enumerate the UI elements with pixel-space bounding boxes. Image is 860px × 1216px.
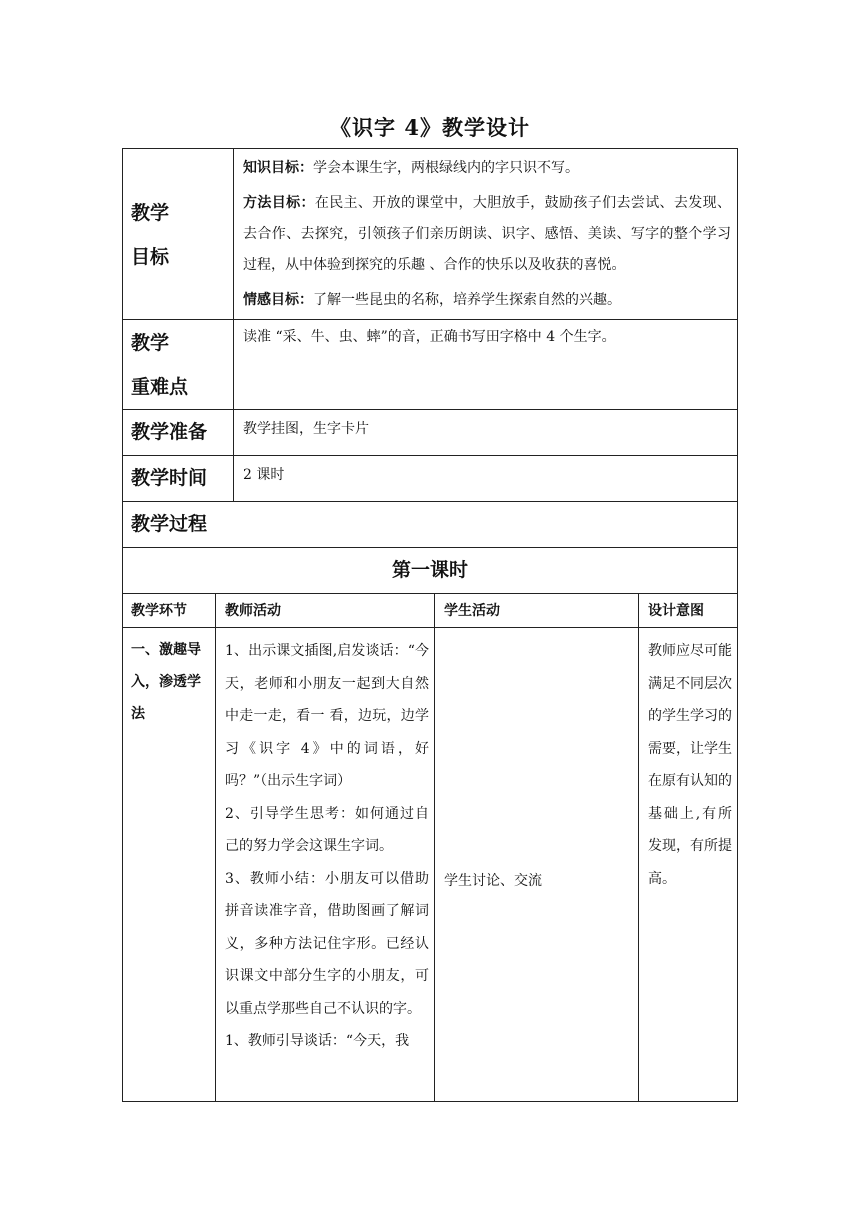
emotion-goal-text: 了解一些昆虫的名称，培养学生探索自然的兴趣。 <box>313 292 621 308</box>
document-title: 《识字 4》教学设计 <box>330 115 530 140</box>
key-points-label <box>131 321 188 409</box>
goals-label <box>131 191 169 279</box>
column-divider <box>233 149 234 501</box>
header-teacher: 教师活动 <box>225 603 281 619</box>
stage-cell: 一、激趣导入，渗透学法 <box>131 642 201 722</box>
row-divider <box>123 409 737 410</box>
teacher-step: 3、教师小结：小朋友可以借助拼音读准字音，借助图画了解词义，多种方法记住字形。已经认识课文中部分生字的小朋友，可以重点学那些自己不认识的字。 <box>225 870 429 1017</box>
header-student: 学生活动 <box>444 603 500 619</box>
knowledge-goal-text: 学会本课生字，两根绿线内的字只识不写。 <box>313 160 579 176</box>
teacher-step: 1、出示课文插图,启发谈话：“今天，老师和小朋友一起到大自然中走一走，看一 看，边玩，边学习《识字 4》中的词语，好吗？”（出示生字词） <box>225 643 429 789</box>
knowledge-goal <box>243 153 731 184</box>
lesson-heading: 第一课时 <box>391 559 468 581</box>
header-intent: 设计意图 <box>648 603 704 619</box>
method-goal <box>243 188 731 281</box>
teacher-step: 2、引导学生思考：如何通过自己的努力学会这课生字词。 <box>225 805 429 854</box>
method-goal-text: 在民主、开放的课堂中，大胆放手，鼓励孩子们去尝试、去发现、去合作、去探究，引领孩子们亲历朗读、识字、感悟、美读、写字的整个学习过程，从中体验到探究的乐趣 、合作的快乐以及收获的喜悦。 <box>243 195 732 273</box>
time-label: 教学时间 <box>131 467 208 489</box>
goals-label-line2: 目标 <box>131 246 170 268</box>
key-points-label-line1: 教学 <box>131 332 170 354</box>
lesson-plan-table <box>122 148 738 1102</box>
goals-label-line1: 教学 <box>131 202 170 224</box>
knowledge-goal-label: 知识目标： <box>243 160 313 176</box>
row-divider <box>123 319 737 320</box>
key-points-label-line2: 重难点 <box>131 376 189 398</box>
process-label: 教学过程 <box>131 513 208 535</box>
goals-content <box>243 153 731 316</box>
teacher-activity-cell <box>225 635 429 1058</box>
emotion-goal <box>243 285 731 316</box>
row-divider <box>123 455 737 456</box>
header-stage: 教学环节 <box>131 603 187 619</box>
design-intent-cell: 教师应尽可能满足不同层次的学生学习的需要，让学生在原有认知的基础上,有所发现，有所提高。 <box>648 643 732 887</box>
method-goal-label: 方法目标： <box>243 195 315 211</box>
key-points-text: 读准 “采、牛、虫、蟀”的音，正确书写田字格中 4 个生字。 <box>243 329 616 345</box>
student-activity-cell: 学生讨论、交流 <box>444 873 542 889</box>
prep-text: 教学挂图，生字卡片 <box>243 421 369 437</box>
time-text: 2 课时 <box>243 467 285 483</box>
column-divider <box>638 593 639 1101</box>
row-divider <box>123 501 737 502</box>
column-divider <box>215 593 216 1101</box>
emotion-goal-label: 情感目标： <box>243 292 313 308</box>
prep-label: 教学准备 <box>131 421 208 443</box>
column-divider <box>434 593 435 1101</box>
teacher-step: 1、教师引导谈话：“今天，我 <box>225 1033 410 1049</box>
